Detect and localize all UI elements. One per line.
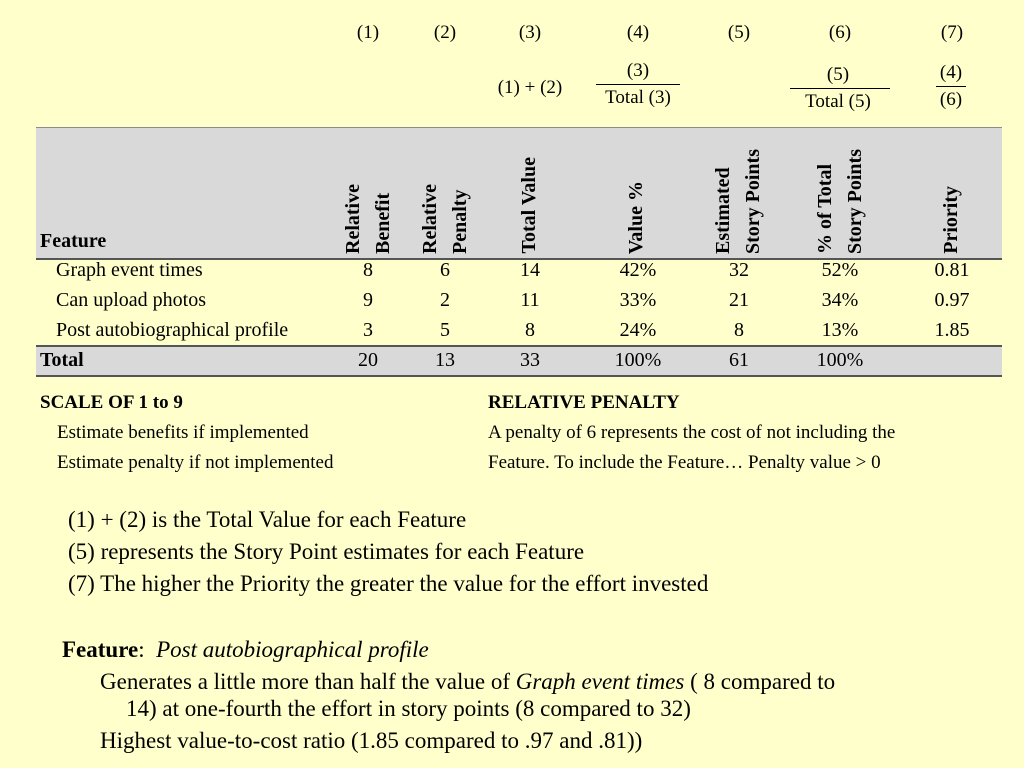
feature-note-name: Post autobiographical profile xyxy=(156,637,429,662)
explanation-line: (7) The higher the Priority the greater the value for the effort invested xyxy=(68,571,709,596)
feature-note-line3: Highest value-to-cost ratio (1.85 compared to .97 and .81)) xyxy=(100,728,643,753)
story-points-cell: 8 xyxy=(734,319,744,341)
priority-cell: 1.85 xyxy=(934,319,970,341)
formula-col3: (1) + (2) xyxy=(497,77,563,98)
feature-note-line1-italic: Graph event times xyxy=(515,669,685,694)
header-total-value xyxy=(514,157,544,254)
header-percent-story-points xyxy=(810,149,870,254)
feature-note-line1-pre: Generates a little more than half the value of xyxy=(100,669,510,694)
header-relative-penalty xyxy=(415,184,475,254)
header-priority-text: Priority xyxy=(940,186,962,254)
total-benefit-cell: 20 xyxy=(358,349,378,371)
scale-line-benefits: Estimate benefits if implemented xyxy=(57,422,309,443)
feature-name: Graph event times xyxy=(56,259,203,281)
total-total-value-cell: 33 xyxy=(520,349,540,371)
table-row xyxy=(36,287,1002,317)
scale-line-penalty: Estimate penalty if not implemented xyxy=(57,452,334,473)
formula-col4-denominator: Total (3) xyxy=(605,87,671,108)
formula-col4-numerator: (3) xyxy=(626,60,650,81)
total-label: Total xyxy=(40,349,84,371)
header-relative-benefit-line1: Relative xyxy=(342,184,364,254)
story-points-percent-cell: 52% xyxy=(821,259,859,281)
header-estimated-story-points-line2: Story Points xyxy=(742,149,764,254)
total-value-cell: 8 xyxy=(525,319,535,341)
story-points-cell: 21 xyxy=(729,289,749,311)
header-relative-penalty-line2: Penalty xyxy=(449,189,471,254)
total-story-points-cell: 61 xyxy=(729,349,749,371)
total-value-percent-cell: 100% xyxy=(614,349,662,371)
header-value-percent-text: Value % xyxy=(625,180,647,254)
priority-cell: 0.97 xyxy=(934,289,970,311)
fraction-bar xyxy=(596,84,680,85)
table-header xyxy=(36,127,1002,260)
fraction-bar xyxy=(790,88,890,89)
header-relative-penalty-line1: Relative xyxy=(419,184,441,254)
feature-note-colon: : xyxy=(138,637,145,662)
relative-penalty-line2: Feature. To include the Feature… Penalty value > 0 xyxy=(488,452,881,473)
header-relative-benefit xyxy=(338,184,398,254)
header-total-value-text: Total Value xyxy=(518,157,540,254)
value-percent-cell: 42% xyxy=(619,259,657,281)
feature-name: Post autobiographical profile xyxy=(56,319,289,341)
story-points-percent-cell: 13% xyxy=(821,319,859,341)
header-estimated-story-points-line1: Estimated xyxy=(712,167,734,254)
formula-col6 xyxy=(790,64,886,113)
table-row xyxy=(36,317,1002,347)
benefit-cell: 8 xyxy=(363,259,373,281)
total-value-cell: 11 xyxy=(520,289,540,311)
header-percent-story-points-line2: Story Points xyxy=(844,149,866,254)
penalty-cell: 5 xyxy=(440,319,450,341)
total-penalty-cell: 13 xyxy=(435,349,455,371)
column-number-2: (2) xyxy=(433,22,457,43)
header-feature: Feature xyxy=(40,230,107,252)
header-estimated-story-points xyxy=(708,149,768,254)
header-percent-story-points-line1: % of Total xyxy=(814,163,836,254)
formula-col7-numerator: (4) xyxy=(939,62,963,83)
penalty-cell: 2 xyxy=(440,289,450,311)
feature-note-heading xyxy=(62,637,429,663)
formula-col6-numerator: (5) xyxy=(826,64,850,85)
benefit-cell: 9 xyxy=(363,289,373,311)
header-value-percent xyxy=(621,181,651,254)
value-percent-cell: 24% xyxy=(619,319,657,341)
value-percent-cell: 33% xyxy=(619,289,657,311)
formula-col7-denominator: (6) xyxy=(939,89,963,110)
fraction-bar xyxy=(936,86,966,87)
column-number-1: (1) xyxy=(356,22,380,43)
column-number-7: (7) xyxy=(940,22,964,43)
feature-note-label: Feature xyxy=(62,637,139,662)
formula-col7 xyxy=(926,62,976,111)
column-number-4: (4) xyxy=(626,22,650,43)
story-points-cell: 32 xyxy=(729,259,749,281)
feature-note-line1 xyxy=(100,669,835,695)
total-row xyxy=(36,345,1002,377)
relative-penalty-title: RELATIVE PENALTY xyxy=(488,392,680,413)
benefit-cell: 3 xyxy=(363,319,373,341)
relative-penalty-line1: A penalty of 6 represents the cost of not including the xyxy=(488,422,896,443)
feature-note-line1-post: ( 8 compared to xyxy=(690,669,836,694)
formula-col4 xyxy=(590,60,686,109)
explanation-line: (5) represents the Story Point estimates for each Feature xyxy=(68,539,585,564)
column-number-3: (3) xyxy=(518,22,542,43)
total-story-points-percent-cell: 100% xyxy=(816,349,864,371)
scale-title: SCALE OF 1 to 9 xyxy=(40,392,183,413)
story-points-percent-cell: 34% xyxy=(821,289,859,311)
column-number-6: (6) xyxy=(828,22,852,43)
total-value-cell: 14 xyxy=(520,259,540,281)
priority-cell: 0.81 xyxy=(934,259,970,281)
formula-col6-denominator: Total (5) xyxy=(805,91,871,112)
table-row xyxy=(36,257,1002,287)
header-priority xyxy=(936,186,966,254)
feature-note-line2: 14) at one-fourth the effort in story points (8 compared to 32) xyxy=(126,696,691,721)
penalty-cell: 6 xyxy=(440,259,450,281)
header-relative-benefit-line2: Benefit xyxy=(372,192,394,254)
column-number-5: (5) xyxy=(727,22,751,43)
feature-name: Can upload photos xyxy=(56,289,206,311)
explanation-line: (1) + (2) is the Total Value for each Feature xyxy=(68,507,467,532)
